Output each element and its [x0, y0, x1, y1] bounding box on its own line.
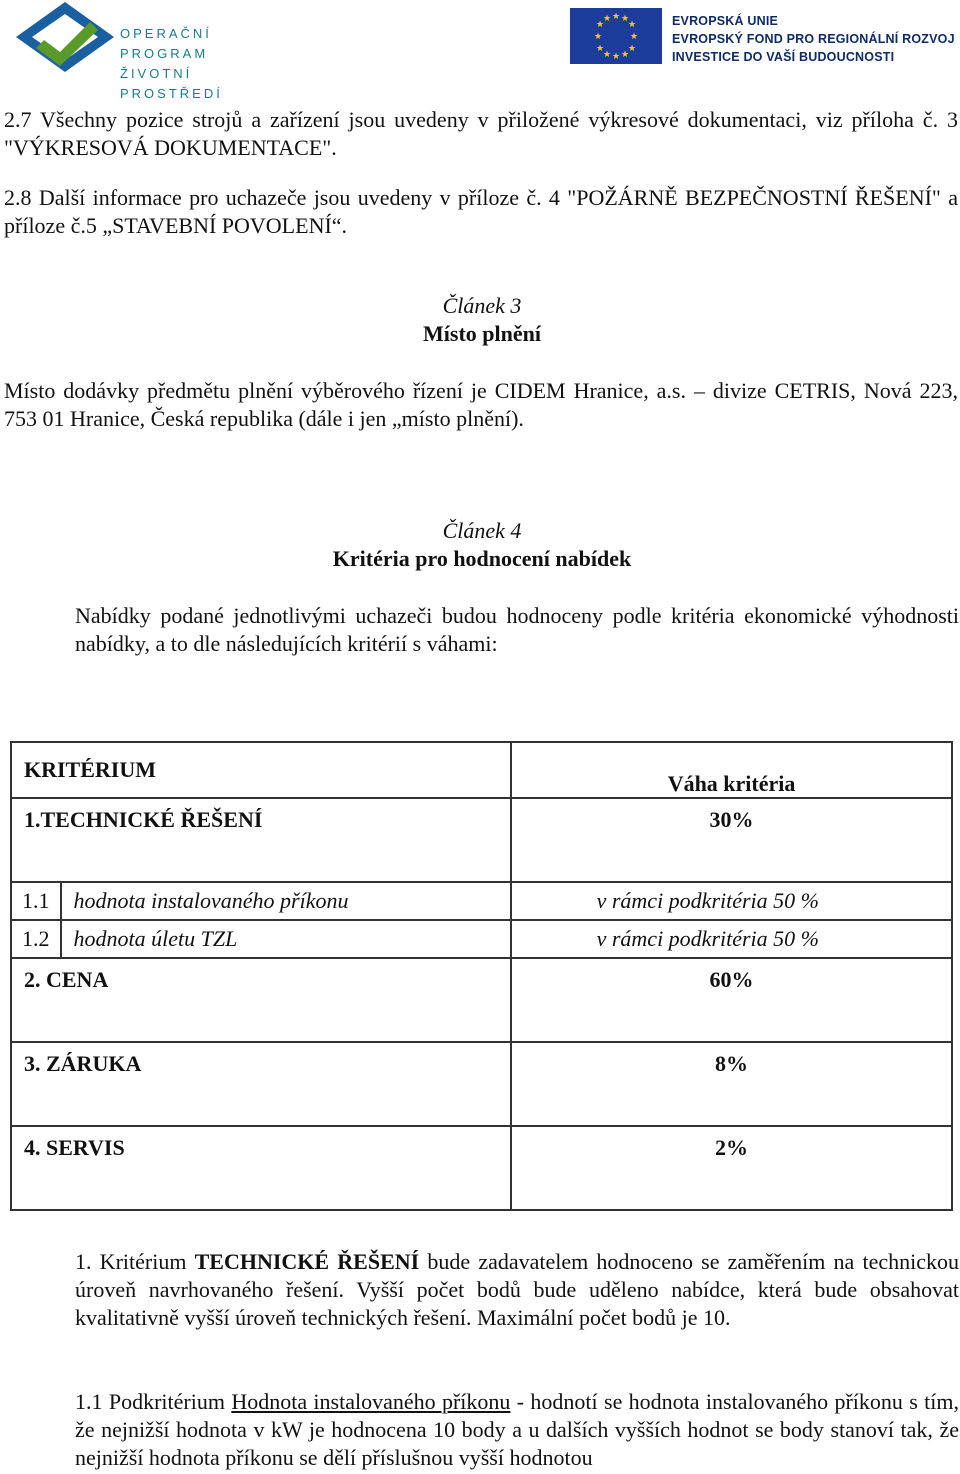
- service-criterion-label: 4. SERVIS: [11, 1126, 511, 1210]
- article-3-title: Místo plnění: [423, 321, 541, 346]
- criterion-1-paragraph: [75, 1248, 959, 1332]
- table-row: [11, 798, 952, 882]
- sub11-rest: - hodnotí se hodnota instalovaného příkonu s tím, že nejnižší hodnota v kW je hodnocena 10 body a u dalších vyšších hodnot se body stanoví tak, že nejnižší hodnota příkonu se dělí příslušnou vyšší hodnotou: [75, 1389, 959, 1470]
- header-criterion: KRITÉRIUM: [11, 742, 511, 798]
- sub2-number: 1.2: [11, 920, 61, 958]
- svg-text:★: ★: [611, 12, 621, 22]
- svg-text:★: ★: [602, 14, 612, 24]
- eu-line2: EVROPSKÝ FOND PRO REGIONÁLNÍ ROZVOJ: [672, 32, 955, 46]
- op-logo-text: [120, 24, 290, 104]
- service-criterion-weight: 2%: [511, 1126, 952, 1210]
- article-4-text: Nabídky podané jednotlivými uchazeči budou hodnoceny podle kritéria ekonomické výhodnosti nabídky, a to dle následujících kritérií s váhami:: [75, 603, 959, 656]
- table-header-row: [11, 742, 952, 798]
- sub1-weight: v rámci podkritéria 50 %: [511, 882, 952, 920]
- eu-line1: EVROPSKÁ UNIE: [672, 14, 779, 28]
- table-row: [11, 882, 952, 920]
- article-3-text: Místo dodávky předmětu plnění výběrového řízení je CIDEM Hranice, a.s. – divize CETRIS, Nová 223, 753 01 Hranice, Česká republika (dále i jen „místo plnění).: [4, 378, 958, 431]
- svg-text:★: ★: [593, 32, 603, 42]
- sub11-prefix: 1.1 Podkritérium: [75, 1389, 232, 1414]
- header-weight: Váha kritéria: [511, 742, 952, 798]
- sub1-number: 1.1: [11, 882, 61, 920]
- svg-text:★: ★: [595, 20, 605, 30]
- criteria-table: [10, 741, 953, 1211]
- paragraph-2-8: 2.8 Další informace pro uchazeče jsou uvedeny v příloze č. 4 "POŽÁRNĚ BEZPEČNOSTNÍ ŘEŠENÍ" a příloze č.5 „STAVEBNÍ POVOLENÍ“.: [4, 185, 958, 238]
- svg-text:★: ★: [629, 32, 639, 42]
- criterion-1-prefix: 1. Kritérium: [75, 1249, 195, 1274]
- subcriterion-1-1-paragraph: [75, 1388, 959, 1472]
- table-row: [11, 920, 952, 958]
- op-zp-diamond-icon: [10, 0, 120, 75]
- price-criterion-weight: 60%: [511, 958, 952, 1042]
- eu-line3: INVESTICE DO VAŠÍ BUDOUCNOSTI: [672, 50, 895, 64]
- op-logo-line1: OPERAČNÍ PROGRAM: [120, 26, 212, 61]
- eu-stars: [570, 8, 662, 64]
- article-4-label: Článek 4: [442, 518, 522, 543]
- tech-criterion-label: 1.TECHNICKÉ ŘEŠENÍ: [11, 798, 511, 882]
- table-row: [11, 1126, 952, 1210]
- paragraph-2-7: 2.7 Všechny pozice strojů a zařízení jsou uvedeny v přiložené výkresové dokumentaci, viz příloha č. 3 "VÝKRESOVÁ DOKUMENTACE".: [4, 107, 958, 160]
- svg-text:★: ★: [627, 20, 637, 30]
- eu-text: [672, 12, 955, 66]
- svg-text:★: ★: [602, 50, 612, 60]
- table-row: [11, 958, 952, 1042]
- article-4-title: Kritéria pro hodnocení nabídek: [332, 546, 632, 571]
- op-logo-line2: ŽIVOTNÍ PROSTŘEDÍ: [120, 66, 223, 101]
- article-3-label: Článek 3: [442, 293, 522, 318]
- price-criterion-label: 2. CENA: [11, 958, 511, 1042]
- eu-flag-icon: [570, 8, 662, 64]
- criterion-1-bold: TECHNICKÉ ŘEŠENÍ: [194, 1249, 420, 1274]
- svg-text:★: ★: [620, 50, 630, 60]
- table-row: [11, 1042, 952, 1126]
- sub11-underlined: Hodnota instalovaného příkonu: [231, 1389, 511, 1414]
- svg-text:★: ★: [595, 44, 605, 54]
- warranty-criterion-label: 3. ZÁRUKA: [11, 1042, 511, 1126]
- tech-criterion-weight: 30%: [511, 798, 952, 882]
- sub2-weight: v rámci podkritéria 50 %: [511, 920, 952, 958]
- svg-text:★: ★: [627, 44, 637, 54]
- svg-text:★: ★: [620, 14, 630, 24]
- sub2-label: hodnota úletu TZL: [61, 920, 512, 958]
- warranty-criterion-weight: 8%: [511, 1042, 952, 1126]
- criterion-1-rest: bude zadavatelem hodnoceno se zaměřením na technickou úroveň navrhovaného řešení. Vyšší počet bodů bude uděleno nabídce, která bude obsahovat kvalitativně vyšší úroveň technických řešení. Maximální počet bodů je 10.: [75, 1249, 959, 1330]
- svg-text:★: ★: [611, 52, 621, 62]
- sub1-label: hodnota instalovaného příkonu: [61, 882, 512, 920]
